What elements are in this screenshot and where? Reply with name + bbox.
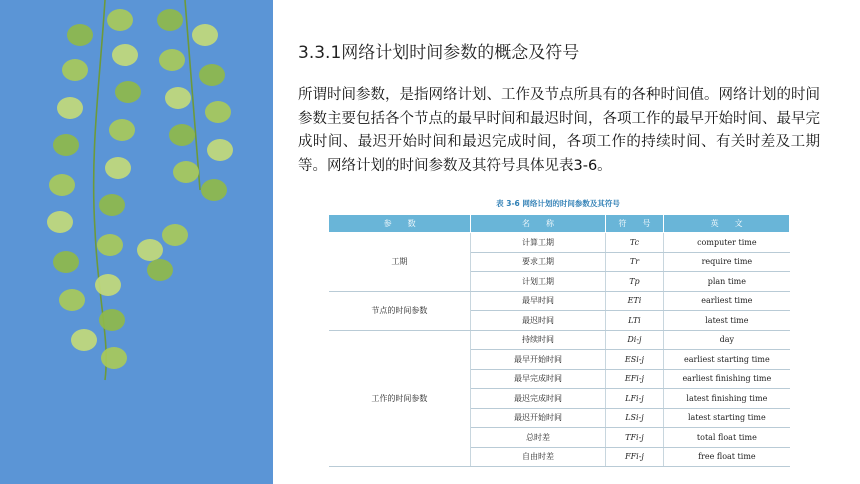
- english-cell: latest time: [664, 311, 790, 331]
- fern-leaves-illustration: [0, 0, 273, 484]
- header-symbol: 符 号: [605, 215, 664, 233]
- name-cell: 计算工期: [471, 233, 605, 253]
- leaf: [105, 157, 131, 179]
- symbol-cell: Di-j: [605, 330, 664, 350]
- table-row: [329, 291, 790, 311]
- leaf: [173, 161, 199, 183]
- leaf: [47, 211, 73, 233]
- leaf: [99, 309, 125, 331]
- leaf: [157, 9, 183, 31]
- leaf: [165, 87, 191, 109]
- header-name: 名 称: [471, 215, 605, 233]
- leaf: [53, 134, 79, 156]
- symbol-cell: LFi-j: [605, 389, 664, 409]
- symbol-cell: Tp: [605, 272, 664, 292]
- section-heading: 3.3.1网络计划时间参数的概念及符号: [298, 43, 580, 63]
- symbol-cell: Tr: [605, 252, 664, 272]
- leaf: [95, 274, 121, 296]
- symbol-cell: TFi-j: [605, 428, 664, 448]
- english-cell: computer time: [664, 233, 790, 253]
- name-cell: 最早开始时间: [471, 350, 605, 370]
- table-header-row: [329, 215, 790, 233]
- name-cell: 持续时间: [471, 330, 605, 350]
- english-cell: latest starting time: [664, 408, 790, 428]
- name-cell: 最早时间: [471, 291, 605, 311]
- symbol-cell: FFi-j: [605, 447, 664, 467]
- symbol-cell: ESi-j: [605, 350, 664, 370]
- parameter-group-cell: 节点的时间参数: [329, 291, 471, 330]
- header-parameter: 参 数: [329, 215, 471, 233]
- name-cell: 最早完成时间: [471, 369, 605, 389]
- name-cell: 要求工期: [471, 252, 605, 272]
- symbol-cell: LTi: [605, 311, 664, 331]
- leaf: [71, 329, 97, 351]
- name-cell: 自由时差: [471, 447, 605, 467]
- leaf: [147, 259, 173, 281]
- leaf: [97, 234, 123, 256]
- leaf: [49, 174, 75, 196]
- leaf: [159, 49, 185, 71]
- leaf: [162, 224, 188, 246]
- body-paragraph: 所谓时间参数，是指网络计划、工作及节点所具有的各种时间值。网络计划的时间参数主要包括各个节点的最早时间和最迟时间，各项工作的最早开始时间、最早完成时间、最迟开始时间和最迟完成时间，各项工作的持续时间、有关时差及工期等。网络计划的时间参数及其符号具体见表3-6。: [298, 87, 820, 174]
- english-cell: earliest starting time: [664, 350, 790, 370]
- english-cell: plan time: [664, 272, 790, 292]
- leaf: [109, 119, 135, 141]
- english-cell: total float time: [664, 428, 790, 448]
- english-cell: earliest finishing time: [664, 369, 790, 389]
- name-cell: 总时差: [471, 428, 605, 448]
- leaf: [199, 64, 225, 86]
- leaf: [169, 124, 195, 146]
- symbol-cell: EFi-j: [605, 369, 664, 389]
- symbol-cell: Tc: [605, 233, 664, 253]
- table-caption: 表 3-6 网络计划的时间参数及其符号: [496, 199, 620, 208]
- name-cell: 最迟开始时间: [471, 408, 605, 428]
- english-cell: latest finishing time: [664, 389, 790, 409]
- parameter-group-cell: 工作的时间参数: [329, 330, 471, 467]
- english-cell: earliest time: [664, 291, 790, 311]
- header-english: 英 文: [664, 215, 790, 233]
- leaf: [107, 9, 133, 31]
- leaf: [137, 239, 163, 261]
- symbol-cell: LSi-j: [605, 408, 664, 428]
- table-row: [329, 330, 790, 350]
- english-cell: day: [664, 330, 790, 350]
- name-cell: 计划工期: [471, 272, 605, 292]
- leaf: [201, 179, 227, 201]
- parameter-group-cell: 工期: [329, 233, 471, 292]
- leaf: [207, 139, 233, 161]
- decorative-side-panel: [0, 0, 273, 484]
- name-cell: 最迟完成时间: [471, 389, 605, 409]
- leaf: [62, 59, 88, 81]
- leaf: [53, 251, 79, 273]
- leaf: [67, 24, 93, 46]
- name-cell: 最迟时间: [471, 311, 605, 331]
- leaf: [192, 24, 218, 46]
- leaf: [59, 289, 85, 311]
- leaf: [99, 194, 125, 216]
- leaf: [205, 101, 231, 123]
- english-cell: free float time: [664, 447, 790, 467]
- leaf: [57, 97, 83, 119]
- english-cell: require time: [664, 252, 790, 272]
- symbol-cell: ETi: [605, 291, 664, 311]
- leaf: [101, 347, 127, 369]
- table-row: [329, 233, 790, 253]
- leaf: [115, 81, 141, 103]
- time-parameter-table: [328, 214, 790, 467]
- leaf: [112, 44, 138, 66]
